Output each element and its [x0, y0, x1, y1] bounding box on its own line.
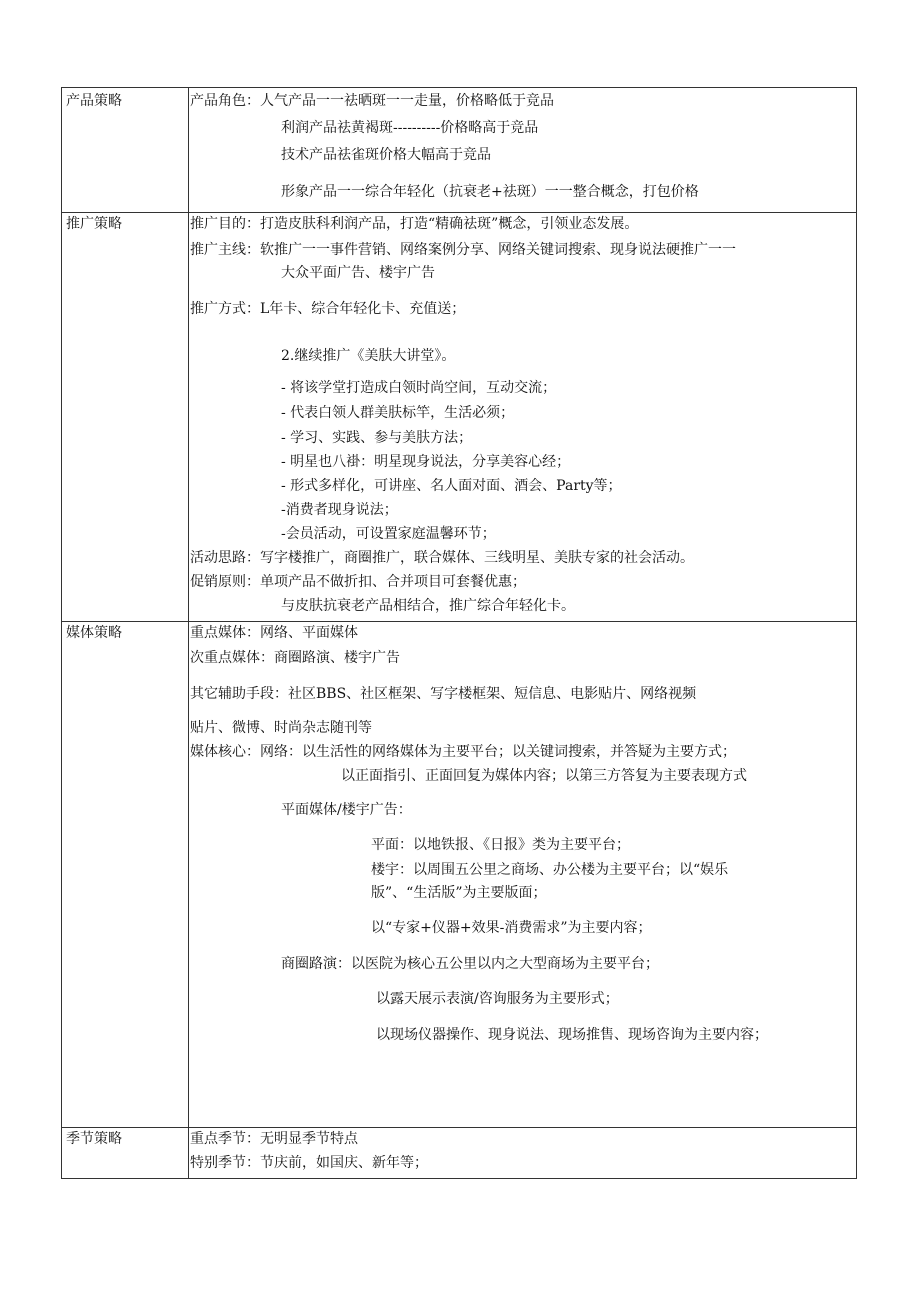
strategy-table — [61, 87, 857, 1179]
media-line: 重点媒体：网络、平面媒体 — [190, 625, 358, 641]
product-line: 产品角色：人气产品一一祛晒斑一一走量，价格略低于竞品 — [190, 93, 554, 109]
promotion-bullet: - 明星也八褂：明星现身说法，分享美容心经； — [281, 454, 571, 470]
season-line: 特别季节：节庆前，如国庆、新年等； — [190, 1155, 428, 1171]
promotion-line: 推广主线：软推广一一事件营销、网络案例分享、网络关键词搜索、现身说法硬推广一一 — [190, 242, 736, 258]
promotion-line: 大众平面广告、楼宇广告 — [281, 265, 435, 281]
season-strategy-label: 季节策略 — [66, 1131, 122, 1147]
media-line: 楼宇：以周围五公里之商场、办公楼为主要平台；以“娱乐 — [371, 862, 729, 878]
media-line: 以“专家+仪器+效果-消费需求”为主要内容； — [371, 920, 652, 936]
product-line: 技术产品祛雀斑价格大幅高于竞品 — [281, 147, 491, 163]
promotion-bullet: -消费者现身说法； — [281, 502, 398, 518]
promotion-line: 推广方式：L年卡、综合年轻化卡、充值送； — [190, 301, 466, 317]
promotion-line: 2.继续推广《美肤大讲堂》。 — [281, 348, 456, 364]
media-line: 以露天展示表演/咨询服务为主要形式； — [376, 991, 619, 1007]
media-line: 以现场仪器操作、现身说法、现场推售、现场咨询为主要内容； — [376, 1027, 768, 1043]
media-line: 其它辅助手段：社区BBS、社区框架、写字楼框架、短信息、电影贴片、网络视频 — [190, 686, 697, 702]
media-line: 以正面指引、正面回复为媒体内容；以第三方答复为主要表现方式 — [341, 768, 747, 784]
media-line: 商圈路演：以医院为核心五公里以内之大型商场为主要平台； — [281, 956, 659, 972]
media-line: 平面：以地铁报、《日报》类为主要平台； — [371, 837, 630, 853]
row-divider — [62, 621, 856, 622]
product-line: 利润产品祛黄褐斑----------价格略高于竞品 — [281, 120, 539, 136]
promotion-bullet: - 代表白领人群美肤标竿，生活必须； — [281, 405, 515, 421]
row-divider — [62, 212, 856, 213]
promotion-bullet: - 学习、实践、参与美肤方法； — [281, 430, 473, 446]
product-strategy-label: 产品策略 — [66, 93, 122, 109]
media-line: 平面媒体/楼宇广告： — [281, 802, 412, 818]
season-line: 重点季节：无明显季节特点 — [190, 1131, 358, 1147]
media-line: 媒体核心：网络：以生活性的网络媒体为主要平台；以关键词搜索，并答疑为主要方式； — [190, 744, 736, 760]
media-strategy-label: 媒体策略 — [66, 625, 122, 641]
product-line: 形象产品一一综合年轻化（抗衰老+祛斑）一一整合概念，打包价格 — [281, 184, 699, 200]
column-divider — [188, 88, 189, 1178]
media-line: 版”、“生活版”为主要版面； — [371, 885, 547, 901]
promotion-line: 与皮肤抗衰老产品相结合，推广综合年轻化卡。 — [281, 598, 575, 614]
promotion-bullet: - 将该学堂打造成白领时尚空间，互动交流； — [281, 380, 557, 396]
promotion-line: 活动思路：写字楼推广，商圈推广，联合媒体、三线明星、美肤专家的社会活动。 — [190, 550, 694, 566]
media-line: 贴片、微博、时尚杂志随刊等 — [190, 720, 372, 736]
promotion-line: 促销原则：单项产品不做折扣、合并项目可套餐优惠； — [190, 574, 526, 590]
promotion-strategy-label: 推广策略 — [66, 216, 122, 232]
row-divider — [62, 1127, 856, 1128]
media-line: 次重点媒体：商圈路演、楼宇广告 — [190, 650, 400, 666]
promotion-line: 推广目的：打造皮肤科利润产品，打造“精确祛斑”概念，引领业态发展。 — [190, 216, 639, 232]
promotion-bullet: - 形式多样化，可讲座、名人面对面、酒会、Party等； — [281, 478, 622, 494]
promotion-bullet: -会员活动，可设置家庭温馨环节； — [281, 526, 496, 542]
